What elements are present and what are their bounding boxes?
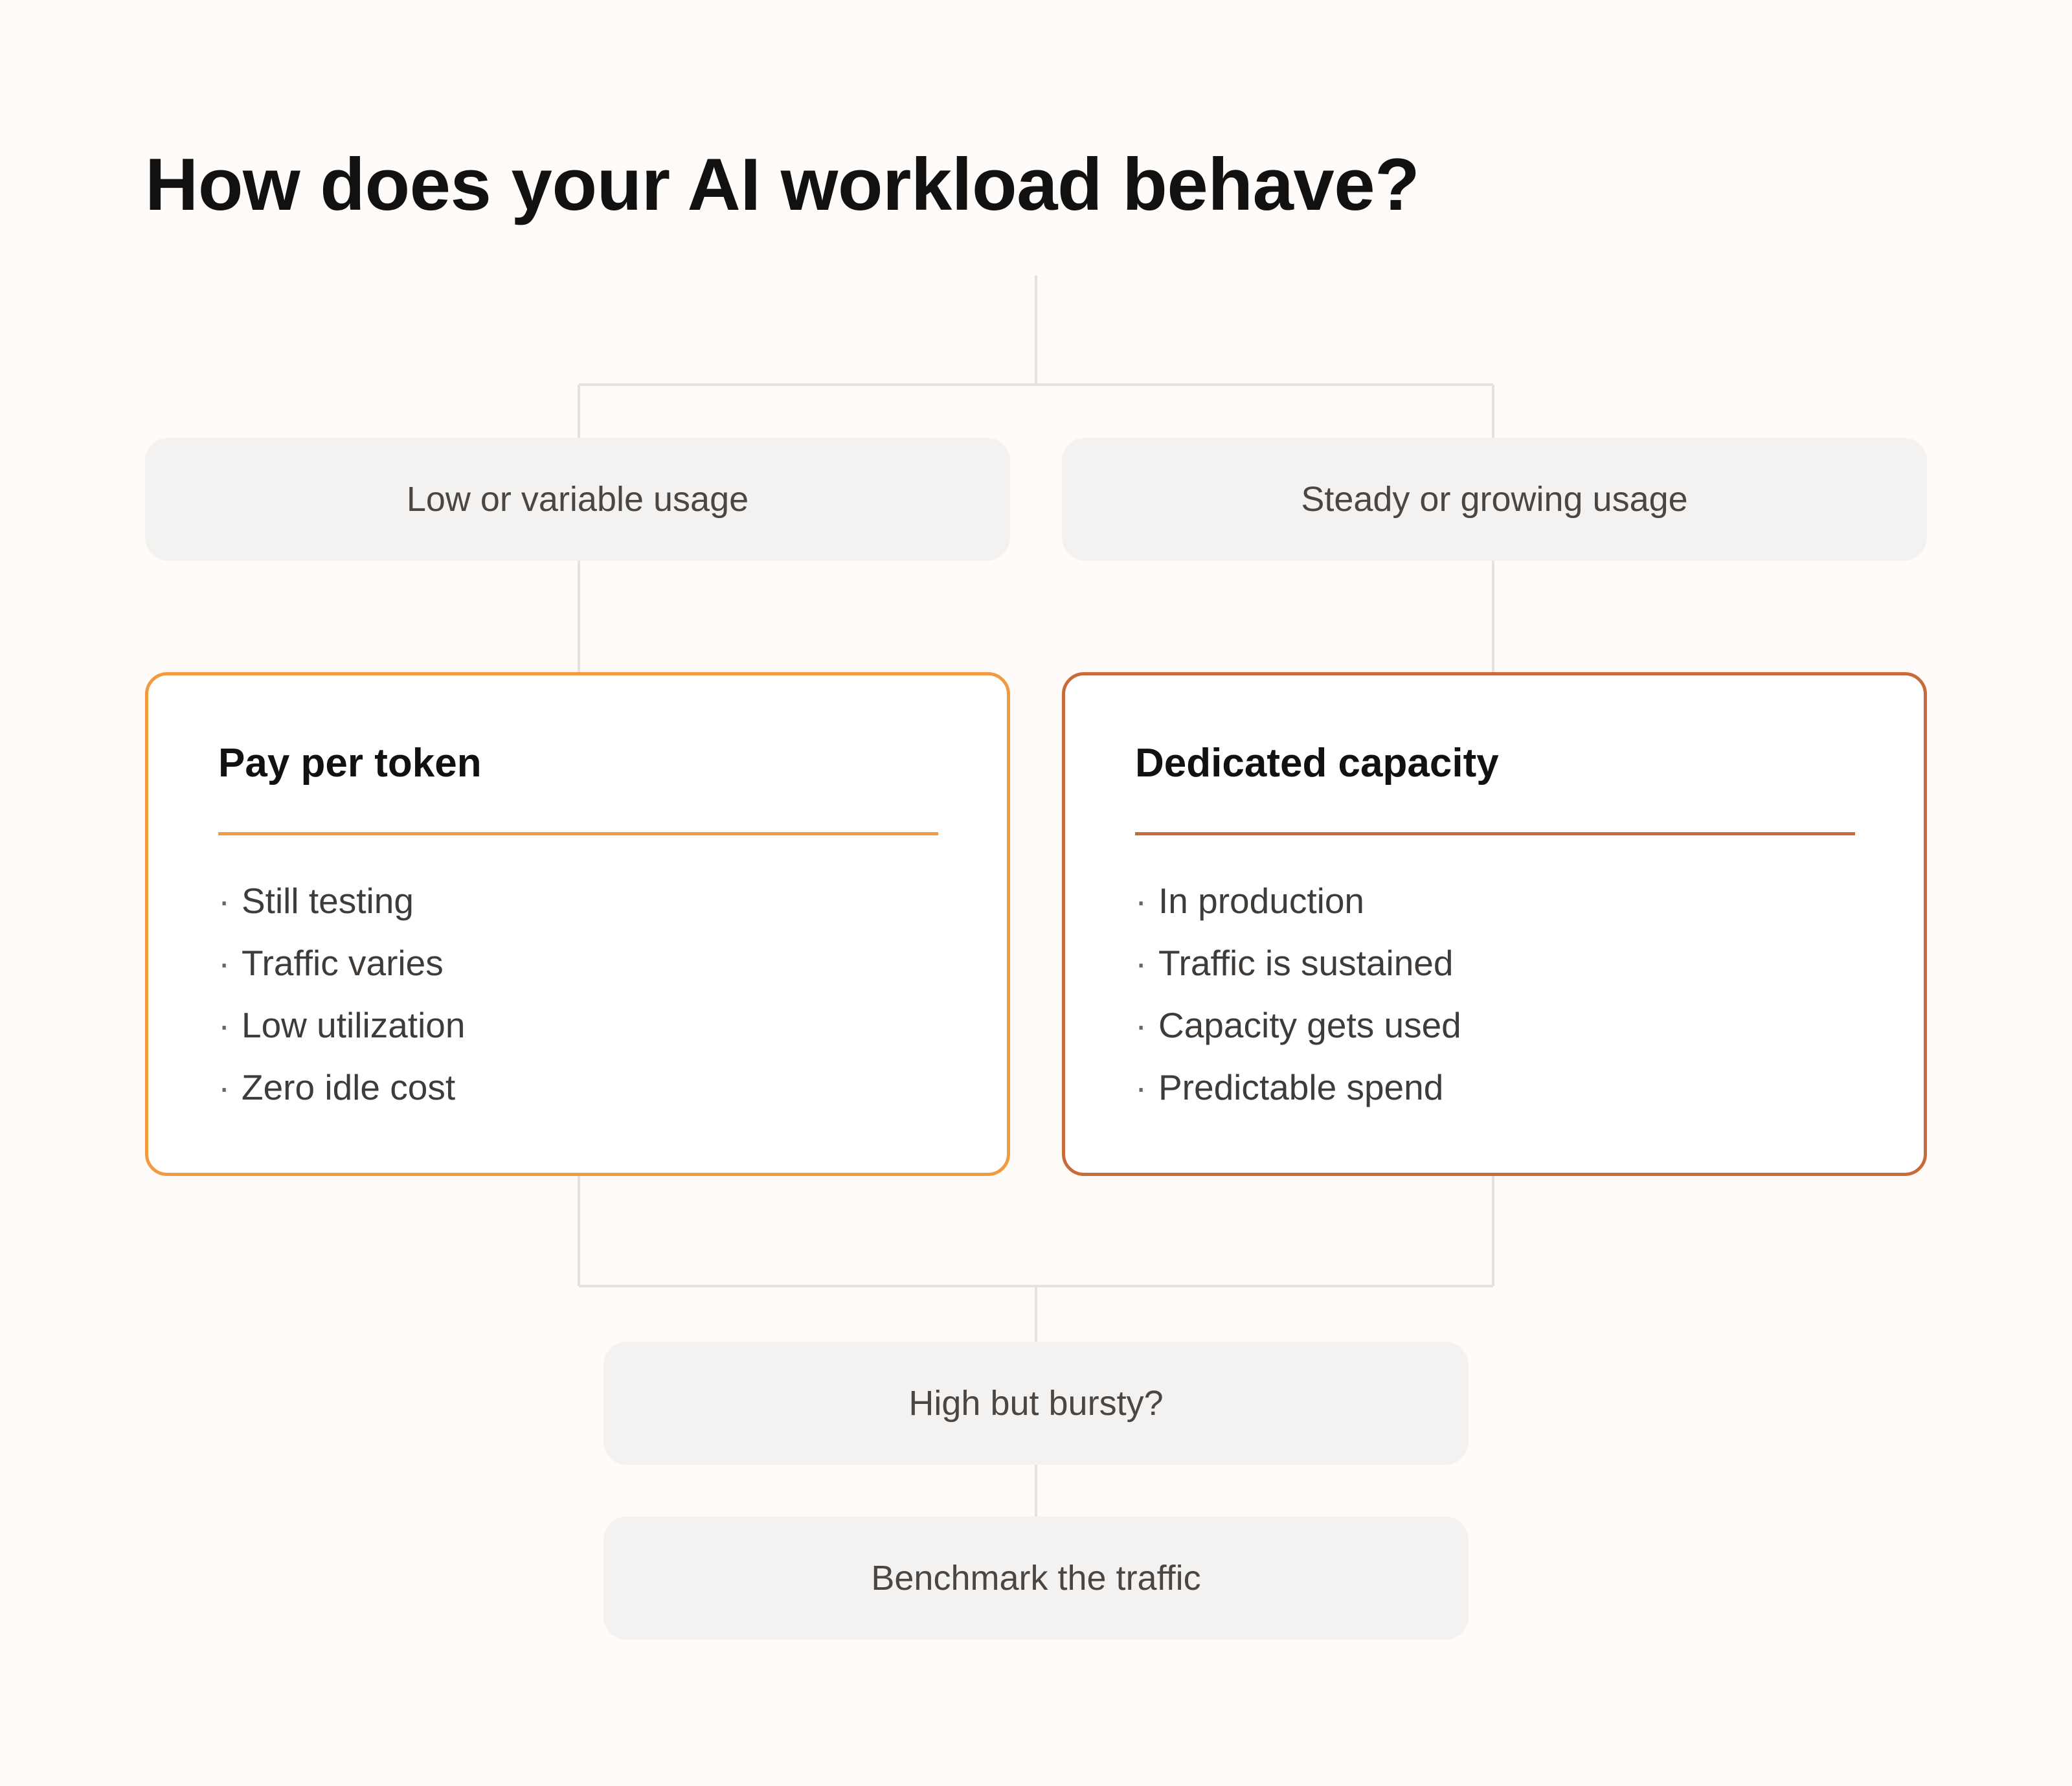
bullet-dot: · bbox=[218, 943, 231, 983]
list-item bbox=[218, 1056, 465, 1118]
bullet-dot: · bbox=[1135, 1067, 1147, 1107]
list-item-text: Predictable spend bbox=[1158, 1067, 1444, 1107]
bullet-dot: · bbox=[218, 881, 231, 921]
question-label: High but bursty? bbox=[908, 1384, 1164, 1423]
list-item bbox=[1135, 932, 1461, 994]
list-item-text: Traffic varies bbox=[242, 943, 444, 983]
condition-label: Steady or growing usage bbox=[1301, 480, 1688, 519]
condition-low-variable-usage bbox=[145, 438, 1010, 561]
list-item-text: Capacity gets used bbox=[1158, 1005, 1461, 1045]
list-item-text: Zero idle cost bbox=[242, 1067, 456, 1107]
list-item-text: Low utilization bbox=[242, 1005, 466, 1045]
card-title: Pay per token bbox=[218, 741, 482, 786]
list-item bbox=[218, 870, 465, 932]
action-label: Benchmark the traffic bbox=[871, 1559, 1201, 1598]
question-high-but-bursty bbox=[603, 1342, 1469, 1465]
condition-steady-growing-usage bbox=[1062, 438, 1927, 561]
card-dedicated-capacity bbox=[1062, 672, 1927, 1176]
list-item-text: Traffic is sustained bbox=[1158, 943, 1454, 983]
bullet-dot: · bbox=[218, 1005, 231, 1045]
card-title: Dedicated capacity bbox=[1135, 741, 1499, 786]
list-item bbox=[1135, 994, 1461, 1056]
card-bullet-list bbox=[1135, 870, 1461, 1118]
bullet-dot: · bbox=[218, 1067, 231, 1107]
list-item-text: In production bbox=[1158, 881, 1364, 921]
card-bullet-list bbox=[218, 870, 465, 1118]
bullet-dot: · bbox=[1135, 1005, 1147, 1045]
list-item bbox=[1135, 870, 1461, 932]
list-item bbox=[218, 932, 465, 994]
bullet-dot: · bbox=[1135, 943, 1147, 983]
list-item bbox=[218, 994, 465, 1056]
card-divider bbox=[1135, 832, 1855, 835]
condition-label: Low or variable usage bbox=[406, 480, 749, 519]
card-pay-per-token bbox=[145, 672, 1010, 1176]
card-divider bbox=[218, 832, 938, 835]
bullet-dot: · bbox=[1135, 881, 1147, 921]
list-item bbox=[1135, 1056, 1461, 1118]
page-title: How does your AI workload behave? bbox=[145, 144, 1420, 226]
action-benchmark-traffic bbox=[603, 1517, 1469, 1640]
list-item-text: Still testing bbox=[242, 881, 414, 921]
